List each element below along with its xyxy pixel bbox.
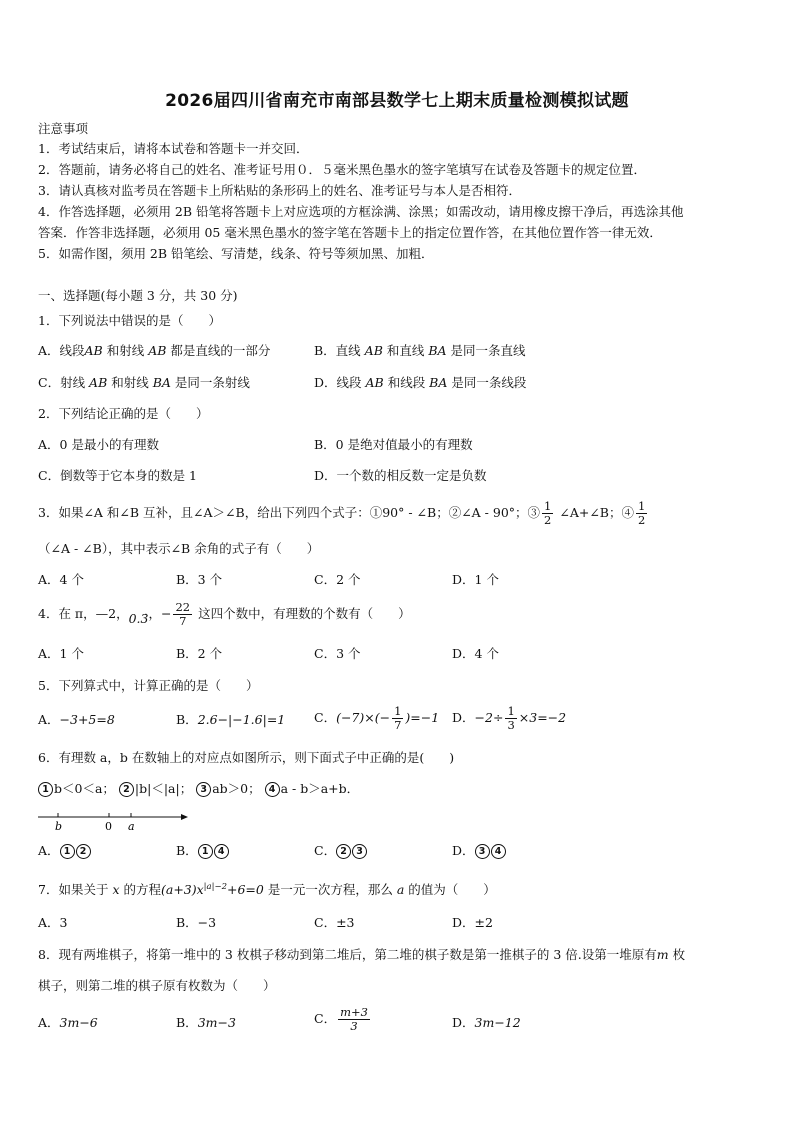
q3-option-b: B．3 个 [176,572,223,587]
q8-option-b: B．3m−3 [176,1015,236,1030]
q8-option-d: D．3m−12 [452,1015,521,1030]
q4-option-d: D．4 个 [452,646,499,661]
q2-option-c: C．倒数等于它本身的数是 1 [38,468,197,483]
number-line [36,806,192,832]
notice-item: 4．作答选择题，必须用 2B 铅笔将答题卡上对应选项的方框涂满、涂黑；如需改动，请用橡皮擦干净后，再选涂其他 [38,204,684,219]
q3-option-c: C．2 个 [314,572,361,587]
q1-option-a: A．线段AB 和射线 AB 都是直线的一部分 [38,343,271,358]
notice-item: 1．考试结束后，请将本试卷和答题卡一并交回． [38,141,309,156]
section-heading: 一、选择题(每小题 3 分，共 30 分) [38,288,238,303]
q5-option-d: D．−2÷ $\frac{1}{3}$ ×3=−2 [452,704,567,732]
exam-title: 2026届四川省南充市南部县数学七上期末质量检测模拟试题 [165,91,629,111]
q7-option-b: B．−3 [176,915,217,930]
question-8-stem: 8．现有两堆棋子，将第一堆中的 3 枚棋子移动到第二堆后，第二堆的棋子数是第一推棋子的 3 倍.设第一堆原有m 枚 [38,947,686,962]
notice-item: 3．请认真核对监考员在答题卡上所粘贴的条形码上的姓名、准考证号与本人是否相符． [38,183,521,198]
q4-option-b: B．2 个 [176,646,223,661]
question-3-line2: （∠A - ∠B），其中表示∠B 余角的式子有（ ） [38,541,320,556]
question-8-line2: 棋子，则第二堆的棋子原有枚数为（ ） [38,978,276,993]
q6-option-c: C． 2 3 [314,843,368,859]
question-4-stem: 4．在 π，—2，0.3̇，− $\frac{22}{7}$ 这四个数中，有理数的个数有（ ） [38,600,411,628]
fraction-one-half: $\frac{1}{2}$ [544,499,552,527]
notice-item: 5．如需作图，须用 2B 铅笔绘、写清楚，线条、符号等须加黑、加粗． [38,246,434,261]
q2-option-d: D．一个数的相反数一定是负数 [314,468,487,483]
question-6-stem: 6．有理数 a，b 在数轴上的对应点如图所示，则下面式子中正确的是( ) [38,750,455,765]
question-1-stem: 1．下列说法中错误的是（ ） [38,313,221,328]
question-5-stem: 5．下列算式中，计算正确的是（ ） [38,678,259,693]
question-7-stem: 7．如果关于 x 的方程$(a+3)x^{|a|-2}+6=0$ 是一元一次方程，那么 a 的值为（ ） [38,882,496,898]
q7-option-d: D．±2 [452,915,493,930]
q8-option-a: A．3m−6 [38,1015,98,1030]
q1-option-b: B．直线 AB 和直线 BA 是同一条直线 [314,343,526,358]
question-3-stem: 3．如果∠A 和∠B 互补，且∠A＞∠B，给出下列四个式子：①90° - ∠B；②∠A - 90°；③ $\frac{1}{2}$ ∠A+∠B；④ $\frac{1}{2}$ [38,499,646,527]
notice-item: 2．答题前，请务必将自己的姓名、准考证号用０．５毫米黑色墨水的签字笔填写在试卷及答题卡的规定位置． [38,162,646,177]
q6-option-a: A． 1 2 [38,843,92,859]
axis-label-a: a [128,820,135,832]
arrow-icon [181,814,188,820]
q1-option-d: D．线段 AB 和线段 BA 是同一条线段 [314,375,527,390]
q2-option-b: B．0 是绝对值最小的有理数 [314,437,473,452]
q6-option-d: D． 3 4 [452,843,507,859]
q4-option-a: A．1 个 [38,646,84,661]
q1-option-c: C．射线 AB 和射线 BA 是同一条射线 [38,375,250,390]
q2-option-a: A．0 是最小的有理数 [38,437,159,452]
q5-option-b: B．2.6−|−1.6|=1 [176,712,286,727]
q5-option-c: C．(−7)×(− $\frac{1}{7}$ )=−1 [314,704,440,732]
fraction-one-half: $\frac{1}{2}$ [637,499,646,527]
q4-option-c: C．3 个 [314,646,361,661]
q7-option-a: A．3 [38,915,68,930]
notice-heading: 注意事项 [38,121,89,136]
question-6-statements: 1 b＜0＜a； 2 |b|＜|a|； 3 ab＞0； 4 a - b＞a+b． [38,781,359,797]
q7-option-c: C．±3 [314,915,355,930]
axis-label-0: 0 [105,820,112,832]
axis-label-b: b [55,820,63,832]
notice-item: 答案．作答非选择题，必须用 05 毫米黑色墨水的签字笔在答题卡上的指定位置作答，在其他位置作答一律无效． [38,225,662,240]
q5-option-a: A．−3+5=8 [38,712,115,727]
q6-option-b: B． 1 4 [176,843,230,859]
q8-option-c: C． $\frac{m+3}{3}$ [314,1005,368,1033]
q3-option-d: D．1 个 [452,572,499,587]
question-2-stem: 2．下列结论正确的是（ ） [38,406,209,421]
q3-option-a: A．4 个 [38,572,84,587]
